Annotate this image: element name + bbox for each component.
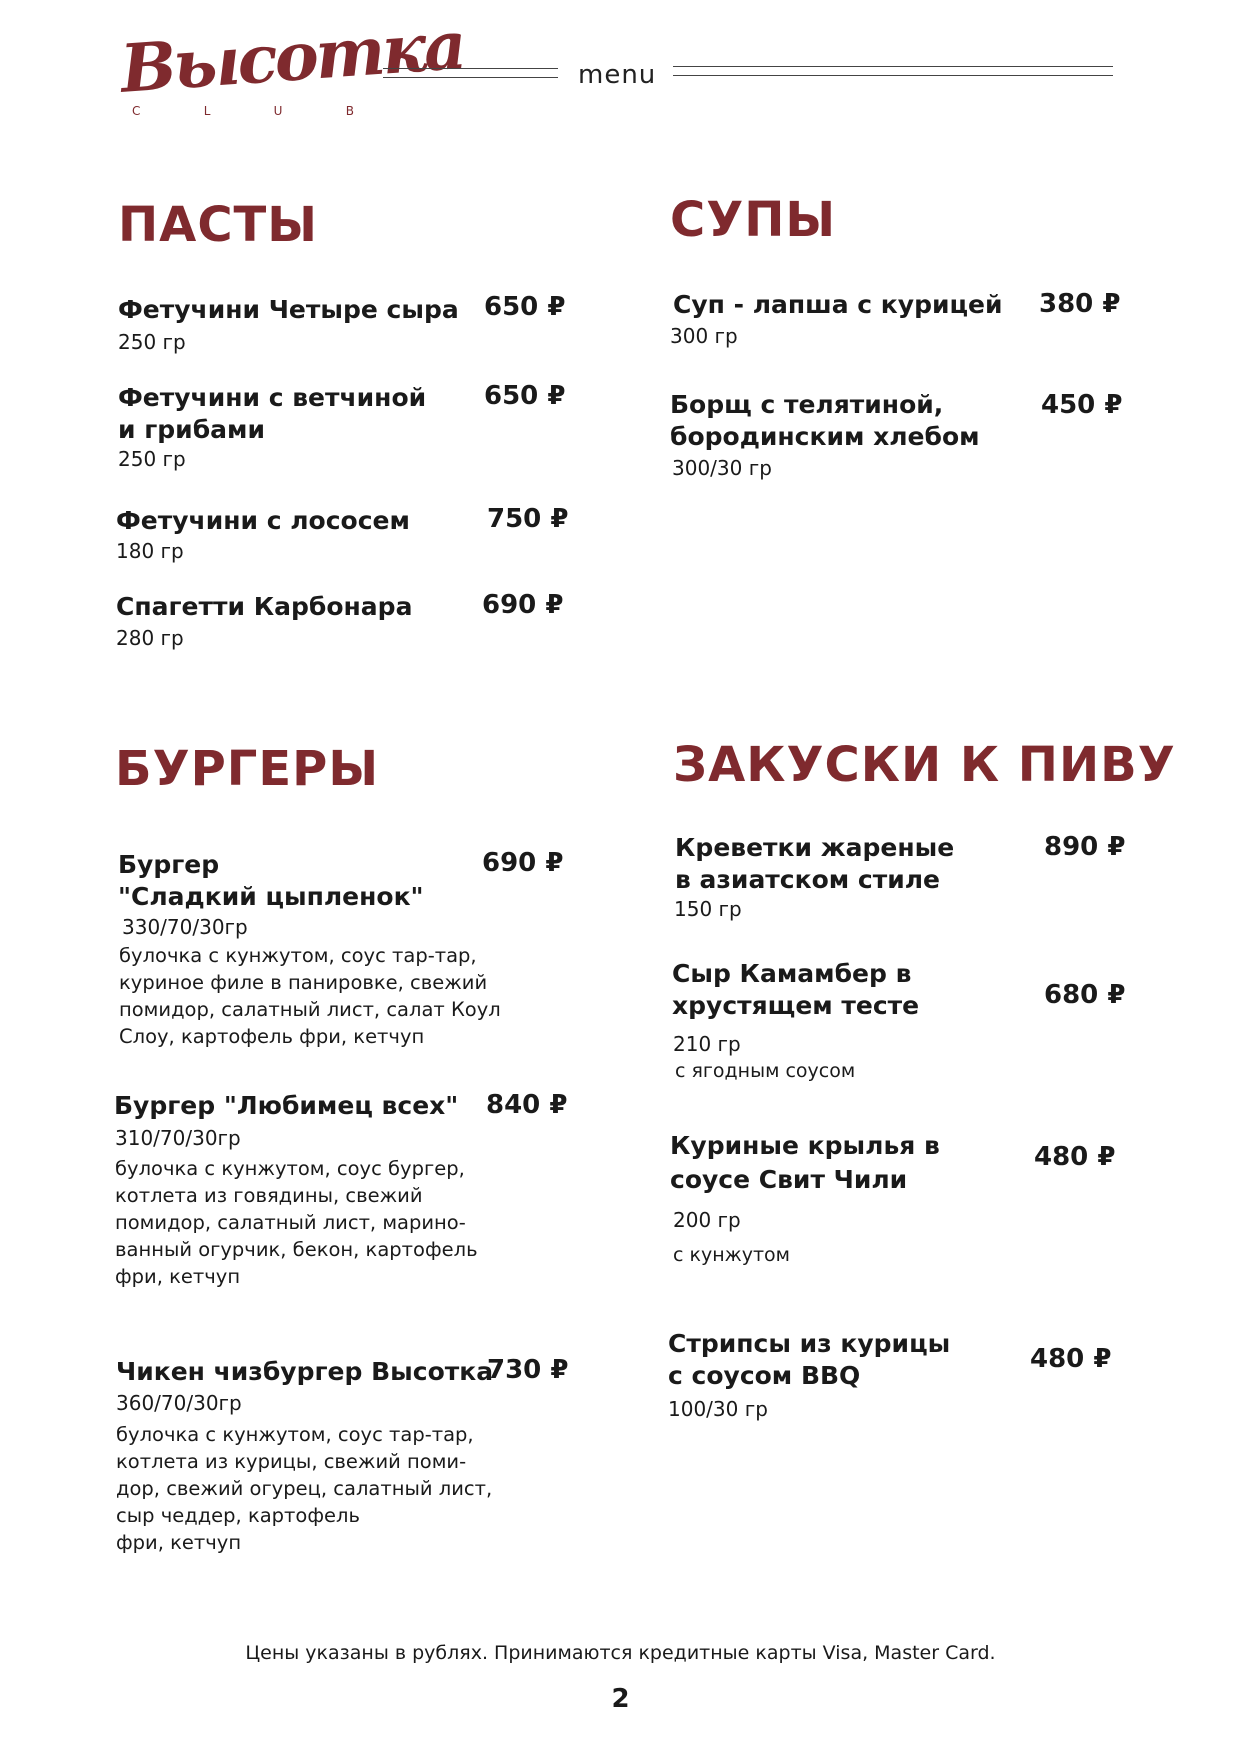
club-logo xyxy=(118,6,467,125)
menu-item-price: 450 ₽ xyxy=(1041,390,1123,420)
menu-item-price: 730 ₽ xyxy=(487,1355,569,1385)
menu-item-weight: 250 гр xyxy=(118,447,186,471)
menu-item-name: Бургер "Сладкий цыпленок" xyxy=(118,850,424,911)
menu-item-price: 690 ₽ xyxy=(482,848,564,878)
menu-item-name: Суп - лапша с курицей xyxy=(673,290,1003,319)
section-title-pasta: ПАСТЫ xyxy=(118,197,319,253)
menu-item-note: с кунжутом xyxy=(673,1244,791,1266)
menu-item-name: Сыр Камамбер в хрустящем тесте xyxy=(672,959,920,1020)
menu-item-weight: 250 гр xyxy=(118,330,186,354)
menu-item-name: Стрипсы из курицы с соусом BBQ xyxy=(668,1329,951,1390)
menu-item-price: 690 ₽ xyxy=(482,590,564,620)
menu-item-price: 480 ₽ xyxy=(1030,1344,1112,1374)
menu-item-name: Спагетти Карбонара xyxy=(116,592,413,621)
menu-item-name: Фетучини Четыре сыра xyxy=(118,295,459,324)
menu-item-name: Фетучини с ветчиной и грибами xyxy=(118,383,427,444)
menu-item-weight: 200 гр xyxy=(673,1208,741,1232)
menu-item-name: Креветки жареные в азиатском стиле xyxy=(675,833,955,894)
menu-item-description: булочка с кунжутом, соус тар-тар, куриное филе в панировке, свежий помидор, салатный лист, салат Коул Слоу, картофель фри, кетчуп xyxy=(119,944,501,1048)
menu-item-price: 840 ₽ xyxy=(486,1090,568,1120)
menu-item-weight: 100/30 гр xyxy=(668,1397,768,1421)
menu-item-name: Чикен чизбургер Высотка xyxy=(116,1357,494,1386)
section-title-snacks: ЗАКУСКИ К ПИВУ xyxy=(673,737,1176,793)
menu-item-name: Куриные крылья в соусе Свит Чили xyxy=(670,1131,940,1194)
menu-item-price: 650 ₽ xyxy=(484,292,566,322)
menu-item-price: 650 ₽ xyxy=(484,381,566,411)
menu-item-note: с ягодным соусом xyxy=(675,1060,856,1082)
header-rule-right xyxy=(673,66,1113,76)
menu-item-price: 750 ₽ xyxy=(487,504,569,534)
menu-item-weight: 210 гр xyxy=(673,1032,741,1056)
menu-item-name: Бургер "Любимец всех" xyxy=(114,1091,459,1120)
menu-item-name: Фетучини с лососем xyxy=(116,506,410,535)
section-title-soups: СУПЫ xyxy=(670,192,837,248)
logo-script-text: Высотка xyxy=(118,6,467,108)
menu-item-weight: 300/30 гр xyxy=(672,456,772,480)
menu-item-name: Борщ с телятиной, бородинским хлебом xyxy=(670,390,980,451)
section-title-burgers: БУРГЕРЫ xyxy=(115,741,380,797)
menu-item-weight: 180 гр xyxy=(116,539,184,563)
menu-item-price: 680 ₽ xyxy=(1044,980,1126,1010)
footer-note: Цены указаны в рублях. Принимаются кредитные карты Visa, Master Card. xyxy=(245,1642,996,1664)
menu-item-weight: 310/70/30гр xyxy=(115,1126,241,1150)
menu-item-description: булочка с кунжутом, соус тар-тар, котлета из курицы, свежий поми- дор, свежий огурец, салатный лист, сыр чеддер, картофель фри, кетчуп xyxy=(116,1423,493,1554)
menu-item-price: 380 ₽ xyxy=(1039,289,1121,319)
menu-item-description: булочка с кунжутом, соус бургер, котлета из говядины, свежий помидор, салатный лист, марино- ванный огурчик, бекон, картофель фри, кетчуп xyxy=(115,1157,478,1288)
header-rule-left xyxy=(383,68,558,78)
menu-item-weight: 280 гр xyxy=(116,626,184,650)
menu-item-weight: 360/70/30гр xyxy=(116,1391,242,1415)
menu-label: menu xyxy=(578,60,657,90)
menu-item-weight: 150 гр xyxy=(674,897,742,921)
menu-item-price: 890 ₽ xyxy=(1044,832,1126,862)
page-number: 2 xyxy=(611,1684,630,1714)
menu-item-price: 480 ₽ xyxy=(1034,1142,1116,1172)
menu-item-weight: 300 гр xyxy=(670,324,738,348)
menu-item-weight: 330/70/30гр xyxy=(122,915,248,939)
logo-club-letters: C L U B xyxy=(132,104,354,118)
